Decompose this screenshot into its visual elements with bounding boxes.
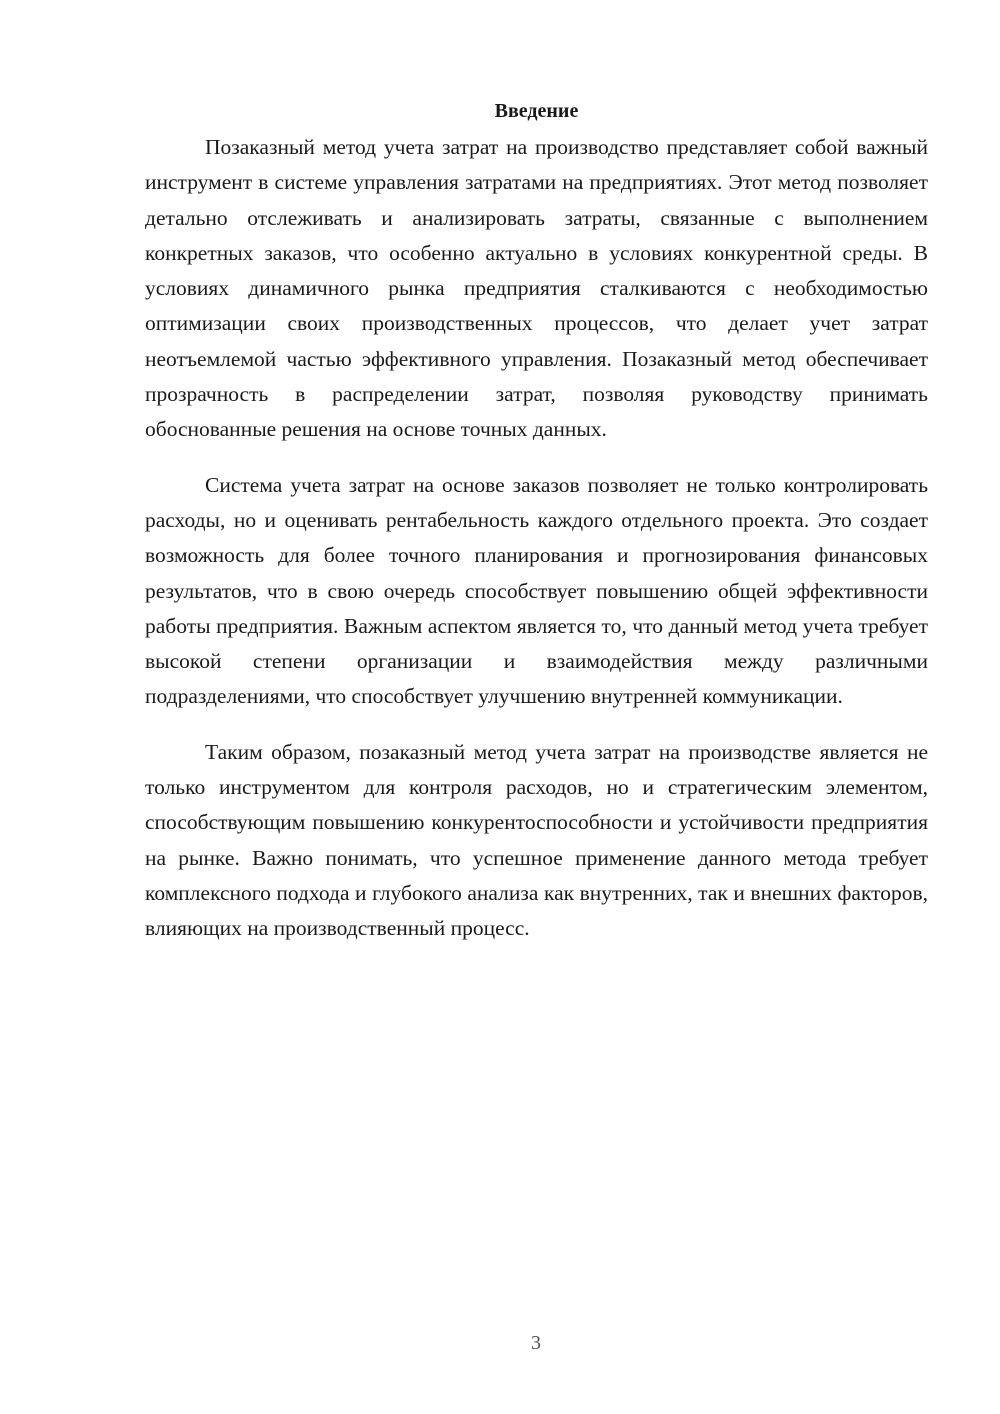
document-page bbox=[145, 96, 928, 967]
paragraph-3: Таким образом, позаказный метод учета затрат на производстве является не только инструментом для контроля расходов, но и стратегическим элементом, способствующим повышению конкурентоспособности и устойчивости предприятия на рынке. Важно понимать, что успешное применение данного метода требует комплексного подхода и глубокого анализа как внутренних, так и внешних факторов, влияющих на производственный процесс. bbox=[145, 739, 928, 941]
paragraph-1: Позаказный метод учета затрат на производство представляет собой важный инструмент в системе управления затратами на предприятиях. Этот метод позволяет детально отслеживать и анализировать затраты, связанные с выполнением конкретных заказов, что особенно актуально в условиях конкурентной среды. В условиях динамичного рынка предприятия сталкиваются с необходимостью оптимизации своих производственных процессов, что делает учет затрат неотъемлемой частью эффективного управления. Позаказный метод обеспечивает прозрачность в распределении затрат, позволяя руководству принимать обоснованные решения на основе точных данных. bbox=[145, 135, 928, 442]
section-title: Введение bbox=[494, 100, 579, 122]
paragraph-2: Система учета затрат на основе заказов позволяет не только контролировать расходы, но и оценивать рентабельность каждого отдельного проекта. Это создает возможность для более точного планирования и прогнозирования финансовых результатов, что в свою очередь способствует повышению общей эффективности работы предприятия. Важным аспектом является то, что данный метод учета требует высокой степени организации и взаимодействия между различными подразделениями, что способствует улучшению внутренней коммуникации. bbox=[145, 472, 928, 709]
page-number: 3 bbox=[531, 1332, 541, 1354]
